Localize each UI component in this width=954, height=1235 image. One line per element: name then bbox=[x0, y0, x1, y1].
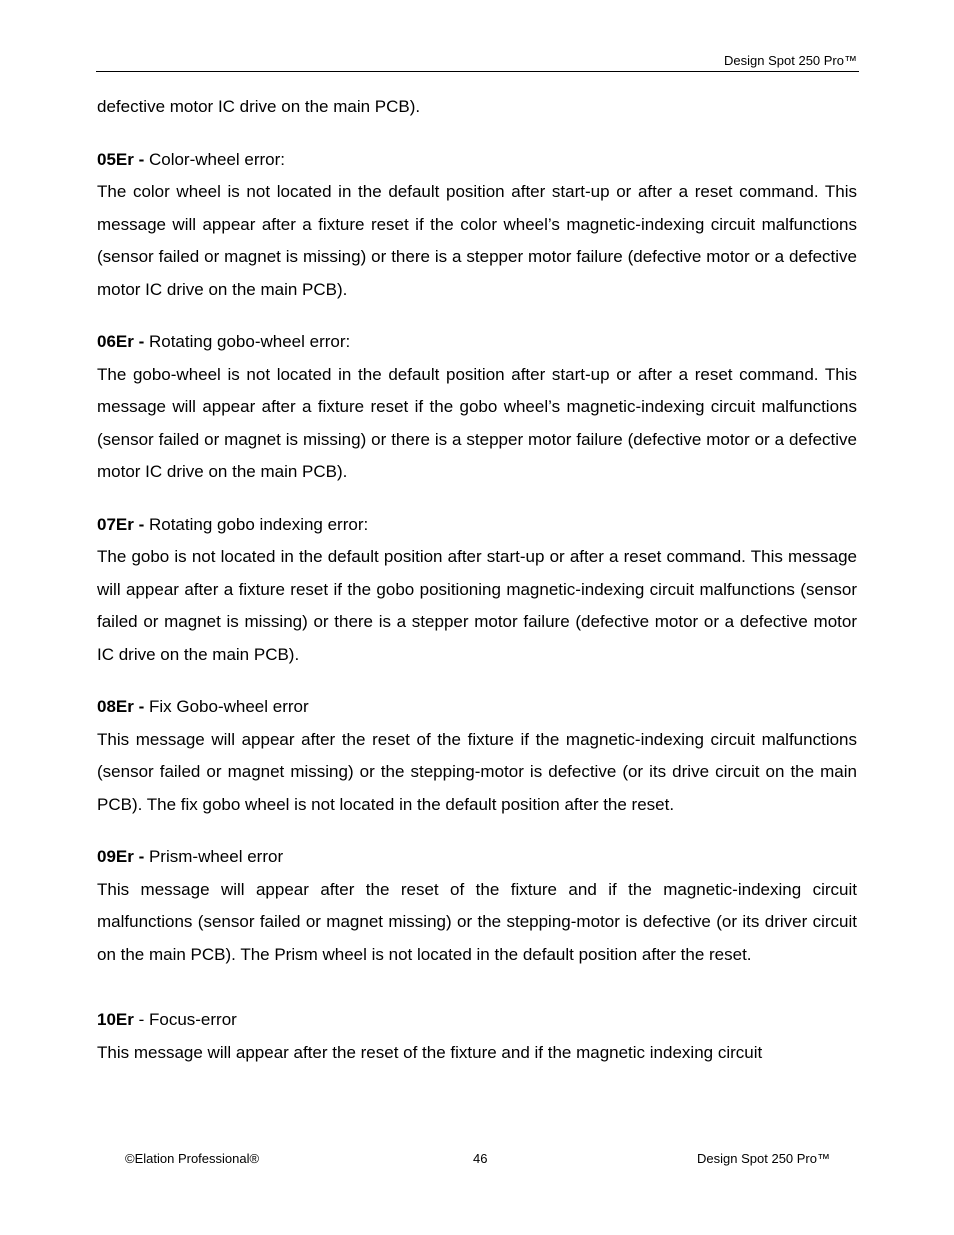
section-06er bbox=[97, 326, 857, 489]
header-divider bbox=[96, 71, 859, 72]
intro-line: defective motor IC drive on the main PCB). bbox=[97, 97, 421, 116]
section-body: This message will appear after the reset of the fixture and if the magnetic indexing circuit bbox=[97, 1042, 763, 1062]
error-code: 05Er - bbox=[97, 149, 145, 169]
error-code: 08Er - bbox=[97, 697, 145, 716]
error-code: 06Er - bbox=[97, 332, 145, 351]
section-09er bbox=[97, 841, 857, 971]
section-body: The gobo-wheel is not located in the default position after start-up or after a reset command. This message will appear after a fixture reset if the gobo wheel’s magnetic-indexing circuit malfunctions (sensor failed or magnet is missing) or there is a stepper motor failure (defective motor or a defective motor IC drive on the main PCB). bbox=[97, 364, 857, 481]
error-title: Prism-wheel error bbox=[144, 847, 284, 866]
error-title: - Focus-error bbox=[133, 1010, 237, 1029]
section-heading bbox=[97, 1004, 857, 1037]
header-title: Design Spot 250 Pro™ bbox=[724, 53, 857, 68]
section-heading bbox=[97, 509, 857, 542]
document-body bbox=[97, 91, 857, 1069]
error-title: Rotating gobo indexing error: bbox=[144, 514, 369, 534]
footer-copyright: ©Elation Professional® bbox=[125, 1151, 260, 1166]
section-heading bbox=[97, 326, 857, 359]
page-number: 46 bbox=[473, 1151, 488, 1166]
section-body: The gobo is not located in the default position after start-up or after a reset command. This message will appear after a fixture reset if the gobo positioning magnetic-indexing circuit malfunctions (sensor failed or magnet is missing) or there is a stepper motor failure (defective motor or a defective motor IC drive on the main PCB). bbox=[97, 547, 857, 664]
section-heading bbox=[97, 841, 857, 874]
section-body: This message will appear after the reset of the fixture and if the magnetic-indexing circuit malfunctions (sensor failed or magnet missing) or the stepping-motor is defective (or its driver circuit on the main PCB). The Prism wheel is not located in the default position after the reset. bbox=[97, 879, 857, 964]
section-07er bbox=[97, 509, 857, 672]
error-title: Rotating gobo-wheel error: bbox=[144, 332, 351, 351]
error-code: 07Er - bbox=[97, 514, 145, 534]
error-code: 10Er bbox=[97, 1010, 134, 1029]
section-body: The color wheel is not located in the default position after start-up or after a reset command. This message will appear after a fixture reset if the color wheel’s magnetic-indexing circuit malfunctions (sensor failed or magnet is missing) or there is a stepper motor failure (defective motor or a defective motor IC drive on the main PCB). bbox=[97, 182, 857, 299]
section-body: This message will appear after the reset of the fixture if the magnetic-indexing circuit malfunctions (sensor failed or magnet missing) or the stepping-motor is defective (or its drive circuit on the main PCB). The fix gobo wheel is not located in the default position after the reset. bbox=[97, 729, 857, 814]
section-05er bbox=[97, 144, 857, 307]
error-title: Fix Gobo-wheel error bbox=[144, 697, 309, 716]
section-08er bbox=[97, 691, 857, 821]
footer-product-name: Design Spot 250 Pro™ bbox=[697, 1151, 830, 1166]
section-heading bbox=[97, 144, 857, 177]
error-code: 09Er - bbox=[97, 847, 145, 866]
section-heading bbox=[97, 691, 857, 724]
section-10er bbox=[97, 1004, 857, 1069]
error-title: Color-wheel error: bbox=[144, 149, 286, 169]
